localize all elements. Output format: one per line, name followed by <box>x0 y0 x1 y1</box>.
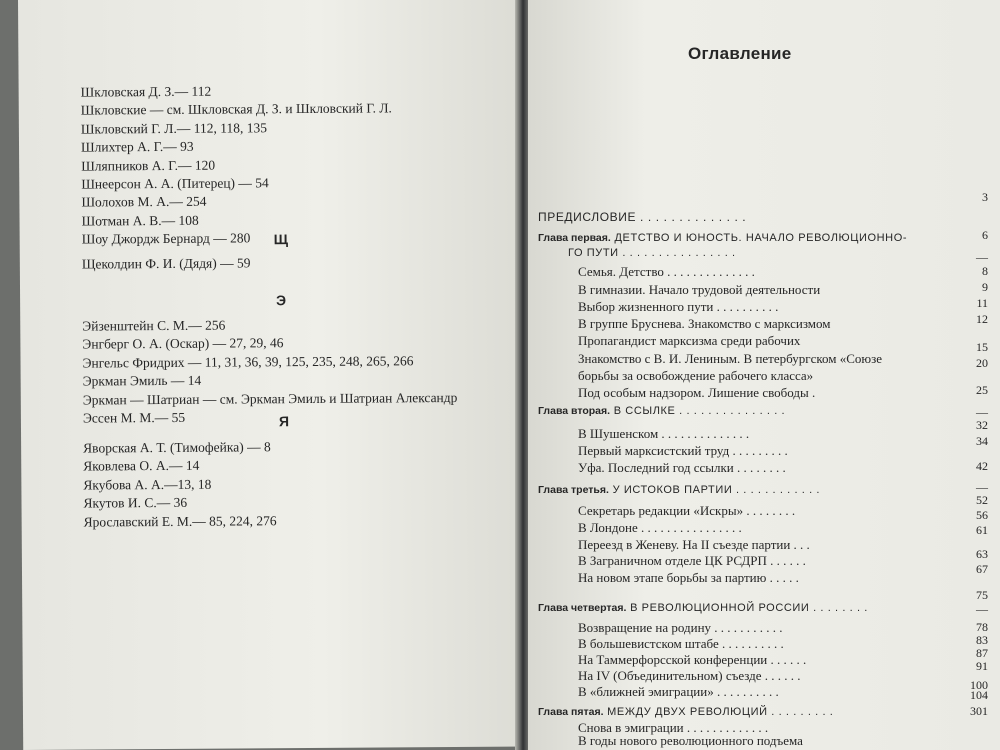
index-entry: Эркман — Шатриан — см. Эркман Эмиль и Шатриан Александр <box>82 389 458 408</box>
toc-chapter-title: В РЕВОЛЮЦИОННОЙ РОССИИ . . . . . . . . <box>630 602 868 614</box>
toc-page-number: 6 <box>982 228 988 242</box>
index-entry: Шолохов М. А.— 254 <box>81 194 207 210</box>
toc-chapter-4 <box>538 602 868 614</box>
index-entry: Шнеерсон А. А. (Питерец) — 54 <box>81 175 269 192</box>
toc-page-number: 20 <box>976 356 988 370</box>
right-page-toc <box>528 0 1000 750</box>
index-entry: Яковлева О. А.— 14 <box>83 458 200 474</box>
toc-item: Первый марксистский труд . . . . . . . . . <box>578 443 788 458</box>
toc-item: Уфа. Последний год ссылки . . . . . . . . <box>578 460 786 475</box>
toc-page-number: 61 <box>976 523 988 537</box>
index-entry: Якубова А. А.—13, 18 <box>83 476 212 493</box>
index-entry: Эйзенштейн С. М.— 256 <box>82 317 226 334</box>
toc-chapter-5 <box>538 706 833 718</box>
index-entry: Якутов И. С.— 36 <box>83 495 188 511</box>
toc-page-number: 56 <box>976 508 988 522</box>
index-sh-list <box>81 81 502 250</box>
toc-chapter-label: Глава первая. <box>538 232 611 244</box>
toc-chapter-1-cont: ГО ПУТИ . . . . . . . . . . . . . . . . <box>568 247 736 259</box>
toc-chapter-title: В ССЫЛКЕ . . . . . . . . . . . . . . . <box>613 405 786 417</box>
toc-item: В большевистском штабе . . . . . . . . . . <box>578 636 784 651</box>
toc-chapter-label: Глава четвертая. <box>538 602 627 614</box>
index-entry: Эссен М. М.— 55 <box>82 409 186 426</box>
toc-item: борьбы за освобождение рабочего класса» <box>578 368 814 383</box>
toc-item: В Лондоне . . . . . . . . . . . . . . . . <box>578 520 742 535</box>
toc-item: На новом этапе борьбы за партию . . . . . <box>578 570 799 585</box>
index-entry: Щеколдин Ф. И. (Дядя) — 59 <box>81 255 251 272</box>
toc-item: На Таммерфорсской конференции . . . . . . <box>578 652 807 667</box>
toc-page-number: 87 <box>976 646 988 660</box>
toc-page-number: 32 <box>976 418 988 432</box>
toc-item: Снова в эмиграции . . . . . . . . . . . . . <box>578 720 769 735</box>
toc-page-number: 63 <box>976 547 988 561</box>
index-entry: Эркман Эмиль — 14 <box>82 372 202 389</box>
toc-dash: — <box>976 602 988 616</box>
toc-page-number: 100 <box>970 678 988 692</box>
index-entry: Ярославский Е. М.— 85, 224, 276 <box>83 512 277 530</box>
toc-chapter-title: МЕЖДУ ДВУХ РЕВОЛЮЦИЙ . . . . . . . . . <box>607 706 834 718</box>
index-entry: Шкловская Д. З.— 112 <box>80 83 212 100</box>
toc-item: Знакомство с В. И. Лениным. В петербургском «Союзе <box>578 351 883 366</box>
toc-chapter-3 <box>538 484 820 496</box>
toc-chapter-title: ДЕТСТВО И ЮНОСТЬ. НАЧАЛО РЕВОЛЮЦИОННО- <box>614 232 908 244</box>
index-entry: Яворская А. Т. (Тимофейка) — 8 <box>83 439 271 456</box>
toc-dash: — <box>976 480 988 494</box>
index-entry: Шоу Джордж Бернард — 280 <box>81 230 251 247</box>
toc-page-number: 78 <box>976 620 988 634</box>
index-shch-list <box>82 253 502 274</box>
toc-chapter-title: У ИСТОКОВ ПАРТИИ . . . . . . . . . . . . <box>612 484 821 496</box>
toc-item: В Заграничном отделе ЦК РСДРП . . . . . . <box>578 553 806 568</box>
toc-page-number: 42 <box>976 459 988 473</box>
toc-page-number: 12 <box>976 312 988 326</box>
index-letter-e: Э <box>276 292 287 309</box>
toc-item: В «ближней эмиграции» . . . . . . . . . . <box>578 684 779 699</box>
toc-item: В Шушенском . . . . . . . . . . . . . . <box>578 426 750 441</box>
toc-item: На IV (Объединительном) съезде . . . . . . <box>578 668 801 683</box>
toc-item: Переезд в Женеву. На II съезде партии . . . <box>578 537 810 552</box>
toc-page-number: 15 <box>976 340 988 354</box>
page-title: Оглавление <box>688 44 792 63</box>
index-entry: Шкловские — см. Шкловская Д. З. и Шкловский Г. Л. <box>80 100 392 118</box>
toc-page-number: 34 <box>976 434 988 448</box>
toc-page-number: 11 <box>976 296 988 310</box>
toc-chapter-label: Глава третья. <box>538 484 609 496</box>
toc-page-number: 25 <box>976 383 988 397</box>
toc-page-number: 83 <box>976 633 988 647</box>
toc-page-number: 91 <box>976 659 988 673</box>
index-entry: Энгельс Фридрих — 11, 31, 36, 39, 125, 235, 248, 265, 266 <box>82 353 414 371</box>
toc-item: Секретарь редакции «Искры» . . . . . . . . <box>578 503 796 518</box>
index-letter-shch: Щ <box>273 231 289 248</box>
toc-item: Возвращение на родину . . . . . . . . . . . <box>578 620 783 635</box>
index-entry: Энгберг О. А. (Оскар) — 27, 29, 46 <box>82 335 284 352</box>
toc-dash: — <box>976 250 988 264</box>
toc-item: Семья. Детство . . . . . . . . . . . . . . <box>578 264 755 279</box>
toc-preface: ПРЕДИСЛОВИЕ . . . . . . . . . . . . . . <box>538 210 747 224</box>
toc-page-number: 52 <box>976 493 988 507</box>
left-page-index <box>18 0 525 750</box>
index-letter-ya: Я <box>278 413 290 430</box>
toc-page-number: 8 <box>982 264 988 278</box>
toc-item: В группе Бруснева. Знакомство с марксизмом <box>578 316 831 331</box>
toc-chapter-label: Глава пятая. <box>538 706 604 718</box>
toc-item: В гимназии. Начало трудовой деятельности <box>578 282 821 297</box>
toc-item: Под особым надзором. Лишение свободы . <box>578 385 816 400</box>
toc-page-number: 301 <box>970 704 988 718</box>
toc-chapter-label: Глава вторая. <box>538 405 611 417</box>
toc-chapter-2 <box>538 405 785 417</box>
index-entry: Шотман А. В.— 108 <box>81 212 199 229</box>
toc-chapter-1 <box>538 232 907 244</box>
toc-dash: — <box>976 405 988 419</box>
toc-page-number: 67 <box>976 562 988 576</box>
toc-page-number: 3 <box>982 190 988 204</box>
toc-page-number: 9 <box>982 280 988 294</box>
toc-item: В годы нового революционного подъема <box>578 733 803 748</box>
toc-page-number: 104 <box>970 688 988 702</box>
index-entry: Шкловский Г. Л.— 112, 118, 135 <box>80 120 267 137</box>
toc-item: Выбор жизненного пути . . . . . . . . . . <box>578 299 779 314</box>
toc-item: Пропагандист марксизма среди рабочих <box>578 333 801 348</box>
index-e-list <box>82 315 503 428</box>
index-ya-list <box>83 437 504 532</box>
index-entry: Шлихтер А. Г.— 93 <box>80 138 194 155</box>
toc-page-number: 75 <box>976 588 988 602</box>
index-entry: Шляпников А. Г.— 120 <box>81 157 216 174</box>
